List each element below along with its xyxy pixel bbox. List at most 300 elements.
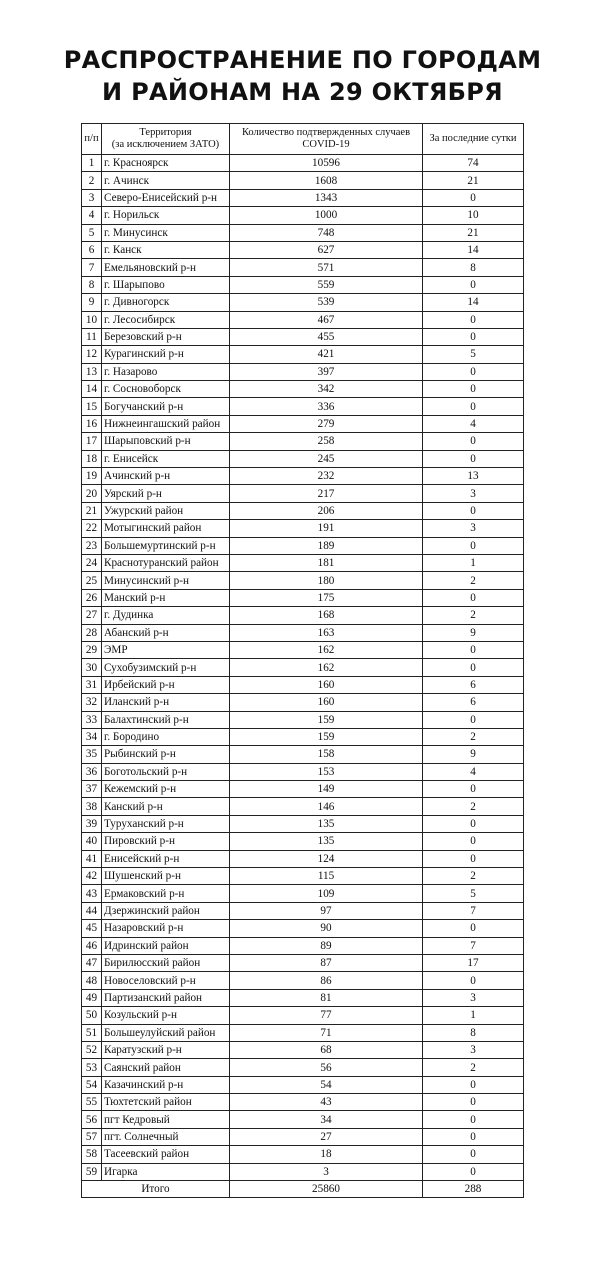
row-territory: Бирилюсский район [102,954,230,971]
row-number: 43 [82,885,102,902]
row-number: 32 [82,694,102,711]
row-number: 56 [82,1111,102,1128]
row-last-day: 0 [423,589,524,606]
row-territory: Кежемский р-н [102,781,230,798]
page-title [0,44,605,108]
row-confirmed: 748 [230,224,423,241]
table-row [82,485,524,502]
row-last-day: 0 [423,1076,524,1093]
row-last-day: 4 [423,763,524,780]
row-confirmed: 336 [230,398,423,415]
row-number: 4 [82,207,102,224]
row-last-day: 3 [423,520,524,537]
row-last-day: 0 [423,363,524,380]
row-confirmed: 109 [230,885,423,902]
row-confirmed: 68 [230,1041,423,1058]
row-confirmed: 1343 [230,189,423,206]
row-confirmed: 81 [230,989,423,1006]
row-confirmed: 56 [230,1059,423,1076]
row-number: 9 [82,294,102,311]
total-row [82,1181,524,1198]
row-last-day: 0 [423,1094,524,1111]
row-last-day: 21 [423,172,524,189]
row-territory: г. Назарово [102,363,230,380]
table-row [82,954,524,971]
row-territory: Ужурский район [102,502,230,519]
row-territory: Шарыповский р-н [102,433,230,450]
row-territory: Минусинский р-н [102,572,230,589]
table-row [82,833,524,850]
row-confirmed: 1000 [230,207,423,224]
row-number: 57 [82,1128,102,1145]
row-confirmed: 162 [230,641,423,658]
row-territory: Емельяновский р-н [102,259,230,276]
table-row [82,554,524,571]
table-row [82,676,524,693]
row-confirmed: 559 [230,276,423,293]
row-number: 21 [82,502,102,519]
row-territory: Северо-Енисейский р-н [102,189,230,206]
row-last-day: 6 [423,676,524,693]
row-number: 33 [82,711,102,728]
row-last-day: 0 [423,641,524,658]
row-number: 39 [82,815,102,832]
row-territory: Козульский р-н [102,1007,230,1024]
row-last-day: 0 [423,972,524,989]
table-row [82,694,524,711]
row-territory: г. Дудинка [102,607,230,624]
table-row [82,259,524,276]
row-confirmed: 146 [230,798,423,815]
row-confirmed: 342 [230,381,423,398]
row-last-day: 9 [423,746,524,763]
row-number: 41 [82,850,102,867]
row-last-day: 8 [423,259,524,276]
table-row [82,937,524,954]
table-row [82,294,524,311]
row-territory: Боготольский р-н [102,763,230,780]
table-row [82,155,524,172]
row-last-day: 7 [423,937,524,954]
row-confirmed: 135 [230,833,423,850]
row-territory: Игарка [102,1163,230,1180]
row-territory: Сухобузимский р-н [102,659,230,676]
row-territory: Уярский р-н [102,485,230,502]
row-territory: Большеулуйский район [102,1024,230,1041]
row-number: 7 [82,259,102,276]
row-territory: Ирбейский р-н [102,676,230,693]
row-confirmed: 571 [230,259,423,276]
row-confirmed: 1608 [230,172,423,189]
row-confirmed: 77 [230,1007,423,1024]
row-territory: Мотыгинский район [102,520,230,537]
row-number: 30 [82,659,102,676]
table-row [82,589,524,606]
row-last-day: 0 [423,398,524,415]
row-number: 35 [82,746,102,763]
row-last-day: 0 [423,815,524,832]
table-row [82,433,524,450]
title-line-2: И РАЙОНАМ НА 29 ОКТЯБРЯ [102,78,503,106]
row-confirmed: 455 [230,328,423,345]
header-last-day: За последние сутки [423,124,524,155]
total-confirmed: 25860 [230,1181,423,1198]
row-last-day: 14 [423,241,524,258]
row-number: 14 [82,381,102,398]
header-territory-line1: Территория [139,127,192,138]
table-row [82,711,524,728]
row-territory: Березовский р-н [102,328,230,345]
row-number: 55 [82,1094,102,1111]
covid-table [81,123,524,1198]
row-territory: г. Канск [102,241,230,258]
row-number: 11 [82,328,102,345]
row-number: 47 [82,954,102,971]
table-row [82,1163,524,1180]
table-row [82,520,524,537]
table-row [82,468,524,485]
table-row [82,276,524,293]
table-row [82,1076,524,1093]
row-territory: Балахтинский р-н [102,711,230,728]
table-row [82,172,524,189]
table-row [82,381,524,398]
row-number: 18 [82,450,102,467]
row-last-day: 14 [423,294,524,311]
table-row [82,746,524,763]
row-confirmed: 180 [230,572,423,589]
row-territory: Абанский р-н [102,624,230,641]
row-last-day: 0 [423,850,524,867]
table-row [82,815,524,832]
row-territory: Нижнеингашский район [102,415,230,432]
table-row [82,624,524,641]
row-number: 51 [82,1024,102,1041]
row-number: 1 [82,155,102,172]
row-last-day: 2 [423,798,524,815]
table-row [82,537,524,554]
row-confirmed: 86 [230,972,423,989]
table-row [82,450,524,467]
row-last-day: 3 [423,485,524,502]
row-territory: Ачинский р-н [102,468,230,485]
row-territory: Туруханский р-н [102,815,230,832]
row-last-day: 0 [423,833,524,850]
row-confirmed: 54 [230,1076,423,1093]
row-last-day: 0 [423,1128,524,1145]
row-confirmed: 97 [230,902,423,919]
row-confirmed: 163 [230,624,423,641]
row-territory: Шушенский р-н [102,868,230,885]
table-row [82,572,524,589]
row-territory: г. Лесосибирск [102,311,230,328]
row-last-day: 2 [423,607,524,624]
row-number: 45 [82,920,102,937]
row-territory: Дзержинский район [102,902,230,919]
row-number: 13 [82,363,102,380]
row-confirmed: 168 [230,607,423,624]
row-confirmed: 232 [230,468,423,485]
row-territory: Краснотуранский район [102,554,230,571]
table-row [82,607,524,624]
row-territory: Тасеевский район [102,1146,230,1163]
row-territory: Идринский район [102,937,230,954]
row-confirmed: 89 [230,937,423,954]
row-last-day: 3 [423,1041,524,1058]
row-number: 6 [82,241,102,258]
row-confirmed: 153 [230,763,423,780]
table-row [82,1007,524,1024]
row-confirmed: 206 [230,502,423,519]
table-row [82,1094,524,1111]
row-last-day: 4 [423,415,524,432]
row-territory: г. Сосновоборск [102,381,230,398]
row-territory: г. Красноярск [102,155,230,172]
row-last-day: 17 [423,954,524,971]
row-territory: пгт Кедровый [102,1111,230,1128]
row-territory: Енисейский р-н [102,850,230,867]
row-confirmed: 245 [230,450,423,467]
row-number: 53 [82,1059,102,1076]
row-number: 52 [82,1041,102,1058]
row-number: 15 [82,398,102,415]
row-confirmed: 159 [230,728,423,745]
row-last-day: 1 [423,554,524,571]
row-last-day: 3 [423,989,524,1006]
row-confirmed: 162 [230,659,423,676]
row-number: 54 [82,1076,102,1093]
table-row [82,363,524,380]
table-row [82,798,524,815]
row-last-day: 21 [423,224,524,241]
row-confirmed: 539 [230,294,423,311]
table-row [82,885,524,902]
row-last-day: 5 [423,885,524,902]
table-row [82,972,524,989]
row-confirmed: 158 [230,746,423,763]
row-number: 38 [82,798,102,815]
row-number: 44 [82,902,102,919]
title-line-1: РАСПРОСТРАНЕНИЕ ПО ГОРОДАМ [63,46,542,74]
row-territory: Большемуртинский р-н [102,537,230,554]
row-confirmed: 421 [230,346,423,363]
row-confirmed: 160 [230,676,423,693]
table-row [82,189,524,206]
row-last-day: 0 [423,450,524,467]
table-row [82,920,524,937]
row-last-day: 0 [423,328,524,345]
row-number: 31 [82,676,102,693]
header-num: п/п [82,124,102,155]
row-number: 26 [82,589,102,606]
row-number: 2 [82,172,102,189]
table-row [82,1146,524,1163]
row-number: 49 [82,989,102,1006]
header-confirmed-line2: COVID-19 [302,139,350,150]
row-territory: г. Бородино [102,728,230,745]
row-number: 29 [82,641,102,658]
row-last-day: 6 [423,694,524,711]
row-confirmed: 115 [230,868,423,885]
row-number: 42 [82,868,102,885]
row-number: 50 [82,1007,102,1024]
row-confirmed: 467 [230,311,423,328]
row-last-day: 0 [423,189,524,206]
total-label: Итого [82,1181,230,1198]
row-confirmed: 90 [230,920,423,937]
table-row [82,850,524,867]
row-last-day: 0 [423,381,524,398]
row-last-day: 0 [423,276,524,293]
row-confirmed: 160 [230,694,423,711]
row-territory: Ермаковский р-н [102,885,230,902]
row-territory: Пировский р-н [102,833,230,850]
row-confirmed: 43 [230,1094,423,1111]
row-last-day: 0 [423,433,524,450]
table-row [82,311,524,328]
table-row [82,989,524,1006]
row-territory: Партизанский район [102,989,230,1006]
table-row [82,1041,524,1058]
row-last-day: 10 [423,207,524,224]
table-row [82,659,524,676]
table-body [82,155,524,1181]
row-number: 12 [82,346,102,363]
row-number: 19 [82,468,102,485]
row-last-day: 2 [423,572,524,589]
row-last-day: 2 [423,1059,524,1076]
row-number: 23 [82,537,102,554]
row-confirmed: 258 [230,433,423,450]
row-last-day: 0 [423,920,524,937]
row-number: 16 [82,415,102,432]
row-confirmed: 181 [230,554,423,571]
row-territory: г. Ачинск [102,172,230,189]
row-number: 24 [82,554,102,571]
row-territory: Богучанский р-н [102,398,230,415]
table-row [82,398,524,415]
row-number: 22 [82,520,102,537]
row-number: 5 [82,224,102,241]
row-confirmed: 149 [230,781,423,798]
row-number: 10 [82,311,102,328]
row-confirmed: 10596 [230,155,423,172]
row-territory: Каратузский р-н [102,1041,230,1058]
row-territory: г. Дивногорск [102,294,230,311]
row-last-day: 0 [423,711,524,728]
row-last-day: 13 [423,468,524,485]
row-confirmed: 627 [230,241,423,258]
row-number: 34 [82,728,102,745]
row-number: 58 [82,1146,102,1163]
row-last-day: 1 [423,1007,524,1024]
header-territory [102,124,230,155]
table-row [82,781,524,798]
table-row [82,207,524,224]
row-territory: ЭМР [102,641,230,658]
row-territory: Манский р-н [102,589,230,606]
row-last-day: 0 [423,781,524,798]
row-territory: Казачинский р-н [102,1076,230,1093]
table-row [82,346,524,363]
row-territory: г. Минусинск [102,224,230,241]
row-last-day: 2 [423,728,524,745]
row-territory: Иланский р-н [102,694,230,711]
row-confirmed: 175 [230,589,423,606]
row-confirmed: 3 [230,1163,423,1180]
row-confirmed: 34 [230,1111,423,1128]
table-row [82,1128,524,1145]
row-last-day: 0 [423,1163,524,1180]
row-confirmed: 135 [230,815,423,832]
row-number: 17 [82,433,102,450]
row-confirmed: 87 [230,954,423,971]
row-number: 40 [82,833,102,850]
row-last-day: 9 [423,624,524,641]
row-territory: г. Шарыпово [102,276,230,293]
row-territory: Тюхтетский район [102,1094,230,1111]
row-last-day: 5 [423,346,524,363]
row-territory: Рыбинский р-н [102,746,230,763]
row-territory: Саянский район [102,1059,230,1076]
row-territory: г. Норильск [102,207,230,224]
table-row [82,415,524,432]
row-territory: г. Енисейск [102,450,230,467]
row-territory: Новоселовский р-н [102,972,230,989]
table-row [82,868,524,885]
row-territory: Назаровский р-н [102,920,230,937]
row-number: 25 [82,572,102,589]
row-last-day: 7 [423,902,524,919]
table-row [82,1024,524,1041]
row-territory: пгт. Солнечный [102,1128,230,1145]
row-territory: Курагинский р-н [102,346,230,363]
row-territory: Канский р-н [102,798,230,815]
row-number: 28 [82,624,102,641]
table-header-row [82,124,524,155]
row-last-day: 0 [423,311,524,328]
header-confirmed [230,124,423,155]
row-confirmed: 124 [230,850,423,867]
row-last-day: 0 [423,659,524,676]
row-number: 59 [82,1163,102,1180]
row-last-day: 74 [423,155,524,172]
row-number: 46 [82,937,102,954]
row-number: 8 [82,276,102,293]
row-number: 27 [82,607,102,624]
row-confirmed: 279 [230,415,423,432]
row-confirmed: 18 [230,1146,423,1163]
row-number: 37 [82,781,102,798]
row-number: 3 [82,189,102,206]
total-last-day: 288 [423,1181,524,1198]
header-territory-line2: (за исключением ЗАТО) [111,139,220,150]
row-confirmed: 397 [230,363,423,380]
table-row [82,763,524,780]
row-confirmed: 217 [230,485,423,502]
row-confirmed: 191 [230,520,423,537]
row-confirmed: 189 [230,537,423,554]
row-confirmed: 27 [230,1128,423,1145]
table-row [82,224,524,241]
row-last-day: 0 [423,1111,524,1128]
table-row [82,1111,524,1128]
row-number: 20 [82,485,102,502]
table-row [82,641,524,658]
row-last-day: 8 [423,1024,524,1041]
table-row [82,728,524,745]
row-last-day: 2 [423,868,524,885]
